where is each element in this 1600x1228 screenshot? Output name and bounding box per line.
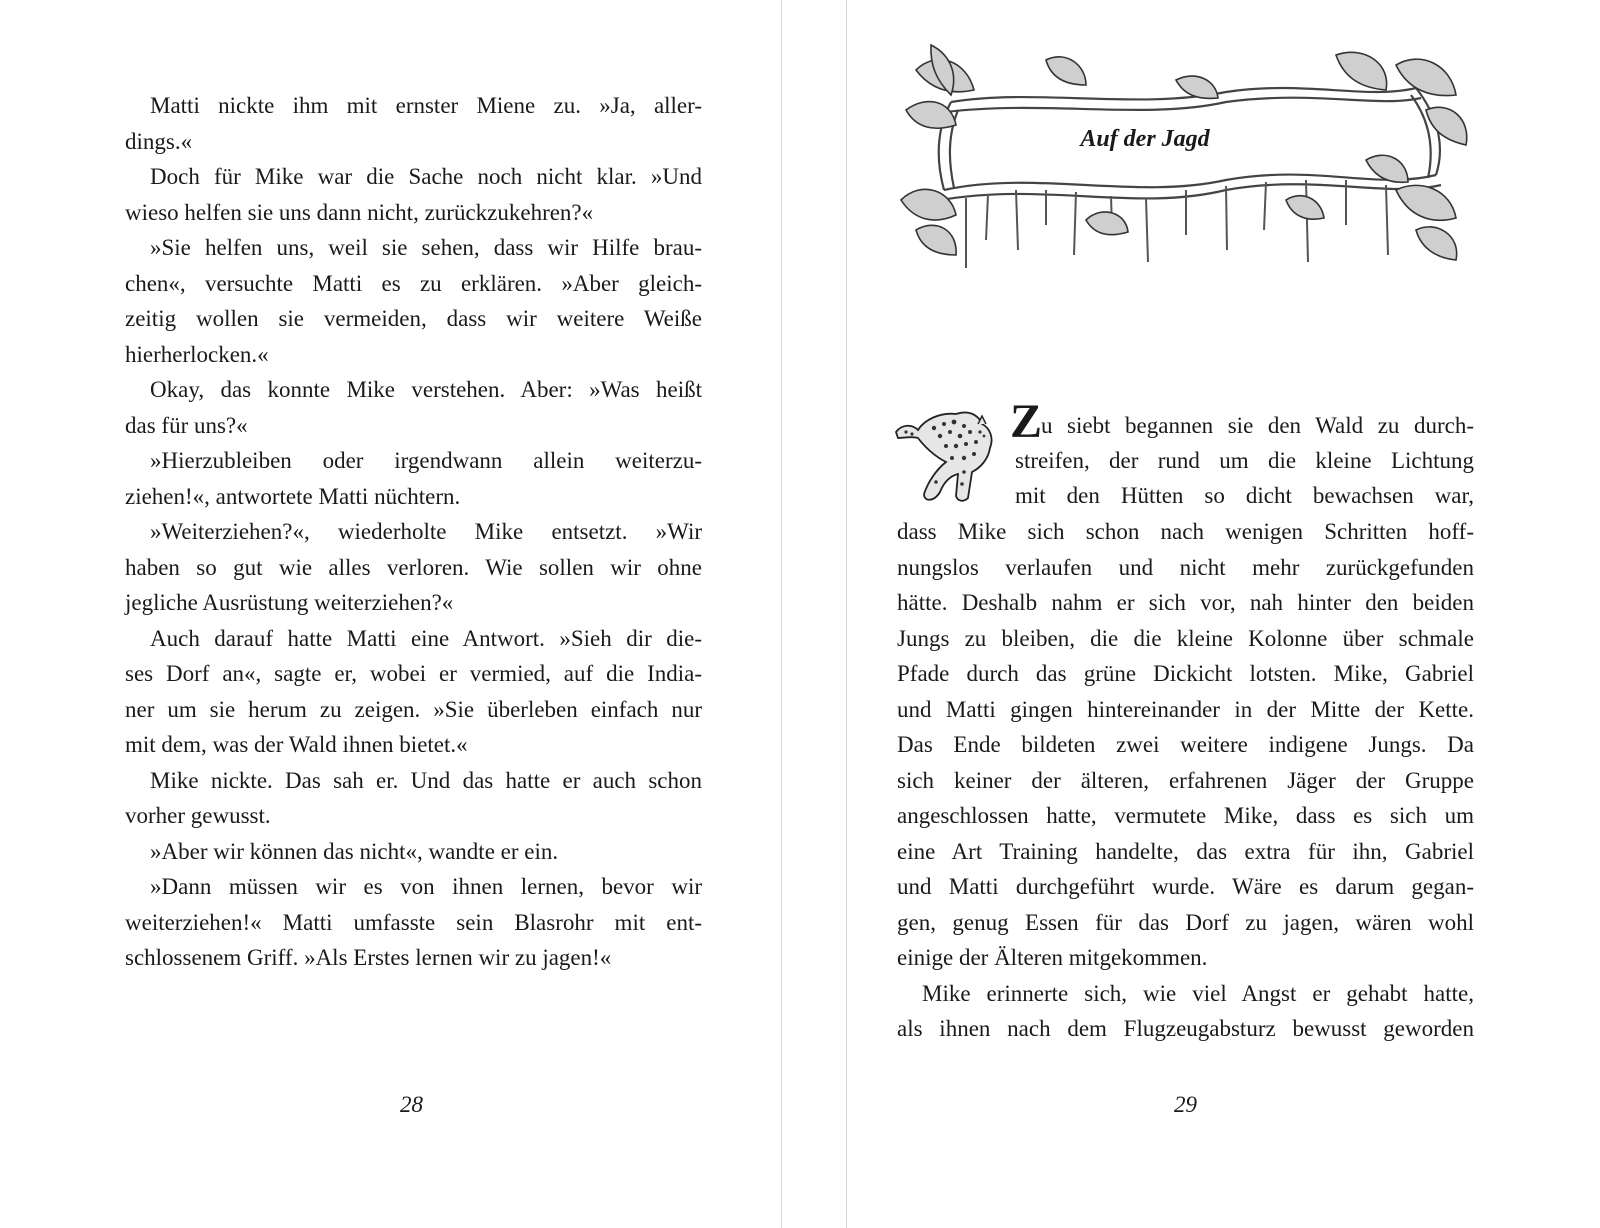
text-line: wieso helfen sie uns dann nicht, zurückzukehren?« (125, 199, 594, 225)
text-line: »Sie helfen uns, weil sie sehen, dass wir Hilfe brau- (150, 235, 702, 260)
page-number-left: 28 (400, 1092, 423, 1117)
drop-cap: Z (1010, 395, 1043, 448)
text-line: Matti nickte ihm mit ernster Miene zu. »Ja, aller- (150, 93, 702, 118)
text-line: Auch darauf hatte Matti eine Antwort. »Sieh dir die- (150, 625, 702, 651)
text-line: einige der Älteren mitgekommen. (897, 945, 1208, 970)
text-line: »Dann müssen wir es von ihnen lernen, bevor wir (150, 874, 702, 899)
text-line: dass Mike sich schon nach wenigen Schritten hoff- (897, 519, 1474, 544)
vine-frame-illustration (896, 40, 1474, 280)
text-line: haben so gut wie alles verloren. Wie sollen wir ohne (125, 554, 702, 580)
text-line: schlossenem Griff. »Als Erstes lernen wir zu jagen!« (125, 945, 612, 970)
text-line: das für uns?« (125, 412, 248, 438)
book-gutter (782, 0, 846, 1228)
text-line: Jungs zu bleiben, die die kleine Kolonne über schmale (897, 625, 1474, 651)
text-line: jegliche Ausrüstung weiterziehen?« (125, 590, 454, 615)
text-line: und Matti durchgeführt wurde. Wäre es darum gegan- (897, 874, 1474, 899)
text-line: Okay, das konnte Mike verstehen. Aber: »Was heißt (150, 377, 702, 402)
text-line: streifen, der rund um die kleine Lichtung (1015, 448, 1474, 473)
text-line: ses Dorf an«, sagte er, wobei er vermied, auf die India- (125, 661, 702, 686)
right-page-body (897, 514, 1474, 1047)
text-line: angeschlossen hatte, vermutete Mike, dass es sich um (897, 803, 1474, 828)
text-line: »Hierzubleiben oder irgendwann allein weiterzu- (150, 448, 702, 473)
text-line: Mike nickte. Das sah er. Und das hatte er auch schon (150, 767, 702, 793)
text-line: chen«, versuchte Matti es zu erklären. »Aber gleich- (125, 270, 702, 296)
text-line: hierherlocken.« (125, 341, 269, 367)
text-line: und Matti gingen hintereinander in der Mitte der Kette. (897, 696, 1474, 722)
jaguar-illustration (894, 402, 1002, 508)
text-line: ner um sie herum zu zeigen. »Sie überleben einfach nur (125, 696, 702, 722)
text-line: ziehen!«, antwortete Matti nüchtern. (125, 483, 461, 509)
text-line: Pfade durch das grüne Dickicht lotsten. Mike, Gabriel (897, 661, 1474, 686)
text-line: zeitig wollen sie vermeiden, dass wir weitere Weiße (125, 306, 702, 331)
right-page-edge (846, 0, 847, 1228)
text-line: nungslos verlaufen und nicht mehr zurückgefunden (897, 554, 1474, 580)
text-line: Doch für Mike war die Sache noch nicht klar. »Und (150, 164, 702, 189)
left-page-body (125, 88, 702, 976)
text-line: dings.« (125, 128, 193, 154)
text-line: gen, genug Essen für das Dorf zu jagen, wären wohl (897, 909, 1474, 935)
text-line: weiterziehen!« Matti umfasste sein Blasrohr mit ent- (125, 909, 702, 935)
text-line: vorher gewusst. (125, 803, 271, 828)
text-line: hätte. Deshalb nahm er sich vor, nah hinter den beiden (897, 590, 1474, 615)
text-line: u siebt begannen sie den Wald zu durch- (1041, 413, 1474, 438)
text-line: eine Art Training handelte, das extra für ihn, Gabriel (897, 838, 1474, 864)
text-line: Mike erinnerte sich, wie viel Angst er gehabt hatte, (922, 980, 1474, 1006)
text-line: Das Ende bildeten zwei weitere indigene Jungs. Da (897, 732, 1474, 757)
page-number-right: 29 (1174, 1092, 1197, 1117)
text-line: »Weiterziehen?«, wiederholte Mike entsetzt. »Wir (150, 519, 702, 544)
text-line: mit den Hütten so dicht bewachsen war, (1015, 483, 1474, 508)
text-line: sich keiner der älteren, erfahrenen Jäger der Gruppe (897, 767, 1474, 793)
chapter-title: Auf der Jagd (1080, 126, 1210, 152)
left-page-edge (781, 0, 782, 1228)
text-line: als ihnen nach dem Flugzeugabsturz bewusst geworden (897, 1016, 1474, 1041)
text-line: »Aber wir können das nicht«, wandte er ein. (150, 838, 559, 864)
text-line: mit dem, was der Wald ihnen bietet.« (125, 732, 468, 757)
